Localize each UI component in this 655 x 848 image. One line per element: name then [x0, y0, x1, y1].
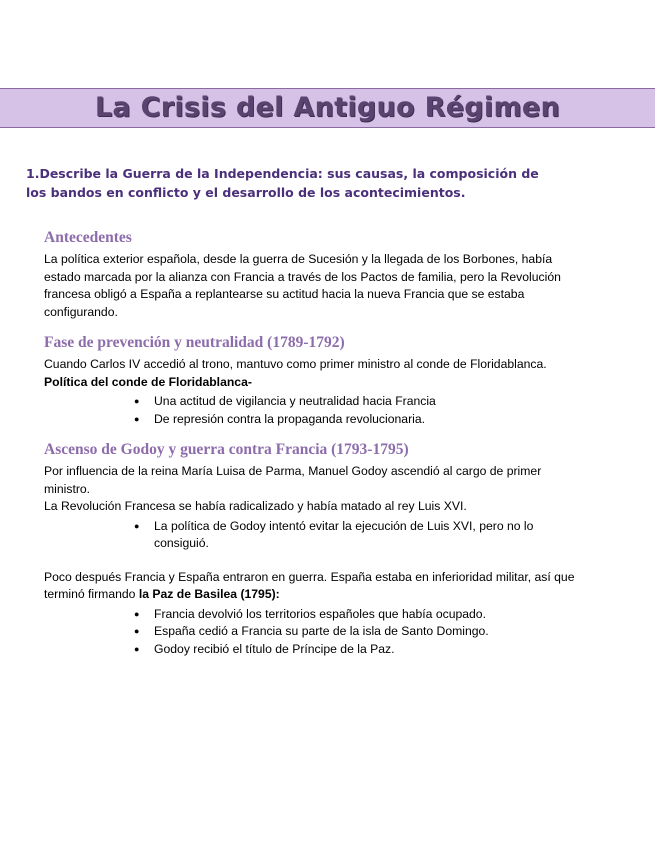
- section-paragraph: [44, 569, 589, 604]
- document-body: [44, 228, 589, 670]
- list-item: ● La política de Godoy intentó evitar la ejecución de Luis XVI, pero no lo consiguió.: [154, 518, 589, 553]
- paragraph-text: Poco después Francia y España entraron en guerra. España estaba en inferioridad militar, así que terminó firmando: [44, 569, 575, 601]
- bullet-list: [44, 606, 589, 659]
- section-heading: Ascenso de Godoy y guerra contra Francia (1793-1795): [44, 441, 409, 458]
- question-text: 1.Describe la Guerra de la Independencia: sus causas, la composición de los bandos en conflicto y el desarrollo de los acontecimientos.: [26, 166, 539, 200]
- section-antecedentes: [44, 228, 589, 321]
- section-heading: Antecedentes: [44, 229, 132, 246]
- bold-line: Política del conde de Floridablanca-: [44, 374, 252, 389]
- title-banner: [0, 88, 655, 128]
- list-item: ● Francia devolvió los territorios españoles que había ocupado.: [154, 606, 589, 624]
- section-godoy: [44, 440, 589, 658]
- bullet-list: [44, 393, 589, 428]
- bullet-list: [44, 518, 589, 553]
- section-heading: Fase de prevención y neutralidad (1789-1792): [44, 334, 345, 351]
- section-paragraph: Cuando Carlos IV accedió al trono, mantuvo como primer ministro al conde de Floridablanca.: [44, 357, 547, 371]
- section-paragraph: La Revolución Francesa se había radicalizado y había matado al rey Luis XVI.: [44, 499, 467, 513]
- section-paragraph: La política exterior española, desde la guerra de Sucesión y la llegada de los Borbones, había estado marcada por la alianza con Francia a través de los Pactos de familia, pero la Revolución francesa obligó a España a replantearse su actitud hacia la nueva Francia que se estaba configurando.: [44, 252, 561, 319]
- list-item: ● De represión contra la propaganda revolucionaria.: [154, 411, 589, 429]
- list-item: ● Godoy recibió el título de Príncipe de la Paz.: [154, 641, 589, 659]
- page-title: La Crisis del Antiguo Régimen: [94, 92, 561, 123]
- section-prevencion: [44, 333, 589, 428]
- spacer: [44, 553, 589, 569]
- section-paragraph: Por influencia de la reina María Luisa de Parma, Manuel Godoy ascendió al cargo de primer ministro.: [44, 464, 542, 496]
- list-item: ● España cedió a Francia su parte de la isla de Santo Domingo.: [154, 623, 589, 641]
- paragraph-bold-text: la Paz de Basilea (1795):: [138, 587, 280, 601]
- list-item: ● Una actitud de vigilancia y neutralidad hacia Francia: [154, 393, 589, 411]
